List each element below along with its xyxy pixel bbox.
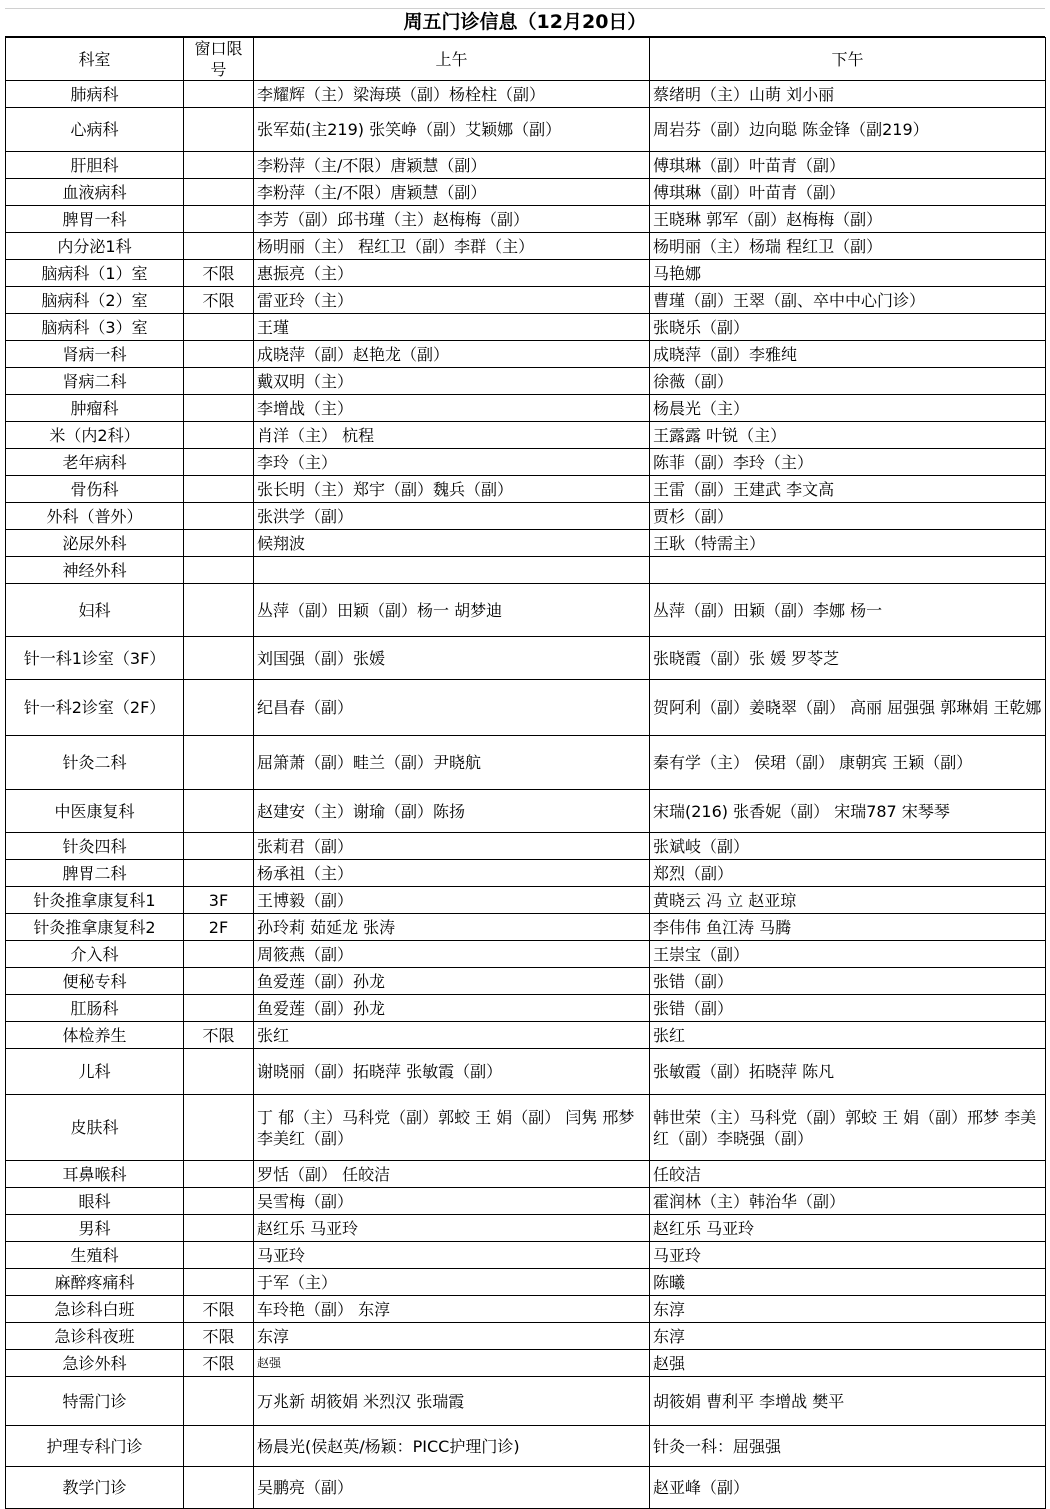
cell-dept: 泌尿外科 (6, 530, 184, 557)
cell-dept: 肺病科 (6, 81, 184, 108)
table-row (6, 995, 1046, 1022)
table-row (6, 395, 1046, 422)
cell-dept: 脾胃一科 (6, 206, 184, 233)
cell-dept: 老年病科 (6, 449, 184, 476)
table-row (6, 81, 1046, 108)
cell-am: 李粉萍（主/不限）唐颖慧（副） (254, 179, 650, 206)
table-row (6, 790, 1046, 833)
cell-limit (184, 584, 254, 637)
cell-pm: 杨晨光（主） (650, 395, 1046, 422)
cell-am: 成晓萍（副）赵艳龙（副） (254, 341, 650, 368)
cell-pm: 张斌岐（副） (650, 833, 1046, 860)
cell-limit (184, 449, 254, 476)
table-row (6, 1467, 1046, 1509)
cell-limit (184, 476, 254, 503)
cell-dept: 米（内2科） (6, 422, 184, 449)
cell-dept: 生殖科 (6, 1242, 184, 1269)
cell-pm: 赵红乐 马亚玲 (650, 1215, 1046, 1242)
cell-dept: 皮肤科 (6, 1095, 184, 1161)
table-row (6, 1350, 1046, 1377)
cell-am: 罗恬（副） 任皎洁 (254, 1161, 650, 1188)
table-row (6, 1215, 1046, 1242)
cell-pm: 秦有学（主） 侯珺（副） 康朝宾 王颖（副） (650, 736, 1046, 790)
cell-limit (184, 1269, 254, 1296)
cell-limit: 不限 (184, 1296, 254, 1323)
cell-am: 雷亚玲（主） (254, 287, 650, 314)
cell-pm: 东淳 (650, 1296, 1046, 1323)
cell-pm: 李伟伟 鱼江涛 马腾 (650, 914, 1046, 941)
cell-limit: 不限 (184, 1022, 254, 1049)
header-dept: 科室 (6, 38, 184, 81)
table-row (6, 503, 1046, 530)
cell-dept: 男科 (6, 1215, 184, 1242)
cell-dept: 妇科 (6, 584, 184, 637)
cell-limit (184, 206, 254, 233)
cell-am: 李芳（副）邱书瑾（主）赵梅梅（副） (254, 206, 650, 233)
cell-am: 王瑾 (254, 314, 650, 341)
cell-pm: 东淳 (650, 1323, 1046, 1350)
cell-am: 马亚玲 (254, 1242, 650, 1269)
cell-dept: 麻醉疼痛科 (6, 1269, 184, 1296)
cell-pm: 张错（副） (650, 968, 1046, 995)
cell-am: 于军（主） (254, 1269, 650, 1296)
cell-am (254, 557, 650, 584)
cell-dept: 外科（普外） (6, 503, 184, 530)
table-row (6, 108, 1046, 152)
cell-pm: 胡筱娟 曹利平 李增战 樊平 (650, 1377, 1046, 1426)
cell-dept: 神经外科 (6, 557, 184, 584)
table-row (6, 1296, 1046, 1323)
table-row (6, 287, 1046, 314)
table-row (6, 833, 1046, 860)
cell-limit (184, 1426, 254, 1467)
cell-dept: 针灸推拿康复科1 (6, 887, 184, 914)
cell-pm: 王耿（特需主） (650, 530, 1046, 557)
cell-limit (184, 179, 254, 206)
cell-am: 吴鹏亮（副） (254, 1467, 650, 1509)
cell-pm: 傅琪琳（副）叶苗青（副） (650, 179, 1046, 206)
table-row (6, 637, 1046, 680)
cell-am: 孙玲莉 茹延龙 张涛 (254, 914, 650, 941)
cell-am: 鱼爱莲（副）孙龙 (254, 968, 650, 995)
table-row (6, 914, 1046, 941)
cell-am: 张红 (254, 1022, 650, 1049)
cell-pm: 张错（副） (650, 995, 1046, 1022)
table-row (6, 1323, 1046, 1350)
cell-limit (184, 968, 254, 995)
cell-dept: 针一科2诊室（2F） (6, 680, 184, 736)
table-body (6, 81, 1046, 1509)
cell-am: 杨明丽（主） 程红卫（副）李群（主） (254, 233, 650, 260)
cell-dept: 脑病科（1）室 (6, 260, 184, 287)
cell-dept: 脾胃二科 (6, 860, 184, 887)
cell-am: 丛萍（副）田颖（副）杨一 胡梦迪 (254, 584, 650, 637)
cell-limit (184, 941, 254, 968)
cell-am: 杨承祖（主） (254, 860, 650, 887)
cell-dept: 心病科 (6, 108, 184, 152)
cell-am: 王博毅（副） (254, 887, 650, 914)
cell-dept: 针一科1诊室（3F） (6, 637, 184, 680)
cell-limit (184, 1215, 254, 1242)
table-row (6, 680, 1046, 736)
table-row (6, 557, 1046, 584)
cell-am: 屈箫萧（副）畦兰（副）尹晓航 (254, 736, 650, 790)
cell-pm: 宋瑞(216) 张香妮（副） 宋瑞787 宋琴琴 (650, 790, 1046, 833)
cell-limit (184, 860, 254, 887)
cell-dept: 眼科 (6, 1188, 184, 1215)
cell-am: 吴雪梅（副） (254, 1188, 650, 1215)
cell-pm: 韩世荣（主）马科党（副）郭蛟 王 娟（副）邢梦 李美红（副）李晓强（副） (650, 1095, 1046, 1161)
cell-limit (184, 233, 254, 260)
table-row (6, 260, 1046, 287)
table-row (6, 152, 1046, 179)
cell-pm: 霍润林（主）韩治华（副） (650, 1188, 1046, 1215)
cell-dept: 血液病科 (6, 179, 184, 206)
top-strip (5, 0, 1045, 9)
table-row (6, 368, 1046, 395)
cell-am: 车玲艳（副） 东淳 (254, 1296, 650, 1323)
cell-limit (184, 736, 254, 790)
cell-pm: 成晓萍（副）李雅纯 (650, 341, 1046, 368)
cell-pm: 针灸一科：屈强强 (650, 1426, 1046, 1467)
cell-dept: 内分泌1科 (6, 233, 184, 260)
cell-pm: 郑烈（副） (650, 860, 1046, 887)
cell-am: 谢晓丽（副）拓晓萍 张敏霞（副） (254, 1049, 650, 1095)
cell-am: 张军茹(主219) 张笑峥（副）艾颖娜（副） (254, 108, 650, 152)
table-row (6, 1022, 1046, 1049)
cell-am: 戴双明（主） (254, 368, 650, 395)
cell-limit (184, 637, 254, 680)
cell-am: 张长明（主）郑宇（副）魏兵（副） (254, 476, 650, 503)
cell-am: 候翔波 (254, 530, 650, 557)
cell-limit (184, 557, 254, 584)
cell-limit (184, 395, 254, 422)
cell-dept: 骨伤科 (6, 476, 184, 503)
cell-dept: 便秘专科 (6, 968, 184, 995)
cell-limit: 不限 (184, 1350, 254, 1377)
cell-am: 张莉君（副） (254, 833, 650, 860)
cell-pm: 王晓琳 郭军（副）赵梅梅（副） (650, 206, 1046, 233)
cell-dept: 儿科 (6, 1049, 184, 1095)
clinic-table (5, 37, 1046, 1509)
cell-limit (184, 1467, 254, 1509)
cell-am: 惠振亮（主） (254, 260, 650, 287)
cell-dept: 特需门诊 (6, 1377, 184, 1426)
cell-pm: 马亚玲 (650, 1242, 1046, 1269)
cell-dept: 护理专科门诊 (6, 1426, 184, 1467)
cell-limit: 2F (184, 914, 254, 941)
cell-pm: 黄晓云 冯 立 赵亚琼 (650, 887, 1046, 914)
cell-pm: 王露露 叶锐（主） (650, 422, 1046, 449)
cell-pm: 王雷（副）王建武 李文高 (650, 476, 1046, 503)
cell-pm: 陈曦 (650, 1269, 1046, 1296)
cell-pm: 赵强 (650, 1350, 1046, 1377)
table-row (6, 206, 1046, 233)
table-row (6, 422, 1046, 449)
cell-am: 周筱燕（副） (254, 941, 650, 968)
cell-limit (184, 1161, 254, 1188)
schedule-sheet (5, 0, 1045, 1509)
cell-pm: 贺阿利（副）姜晓翠（副） 高丽 屈强强 郭琳娟 王乾娜 (650, 680, 1046, 736)
cell-pm: 丛萍（副）田颖（副）李娜 杨一 (650, 584, 1046, 637)
cell-pm: 贾杉（副） (650, 503, 1046, 530)
table-row (6, 1095, 1046, 1161)
table-row (6, 941, 1046, 968)
table-row (6, 314, 1046, 341)
cell-dept: 急诊科白班 (6, 1296, 184, 1323)
cell-limit (184, 108, 254, 152)
cell-limit (184, 341, 254, 368)
header-am: 上午 (254, 38, 650, 81)
cell-pm: 张晓乐（副） (650, 314, 1046, 341)
table-row (6, 1242, 1046, 1269)
cell-am: 李粉萍（主/不限）唐颖慧（副） (254, 152, 650, 179)
cell-am: 张洪学（副） (254, 503, 650, 530)
cell-limit: 不限 (184, 287, 254, 314)
page-title: 周五门诊信息（12月20日） (5, 9, 1045, 37)
cell-pm: 曹瑾（副）王翠（副、卒中中心门诊） (650, 287, 1046, 314)
cell-pm: 张红 (650, 1022, 1046, 1049)
header-limit: 窗口限号 (184, 38, 254, 81)
cell-limit (184, 1188, 254, 1215)
cell-dept: 介入科 (6, 941, 184, 968)
cell-dept: 针灸二科 (6, 736, 184, 790)
cell-dept: 肛肠科 (6, 995, 184, 1022)
cell-limit (184, 680, 254, 736)
cell-dept: 针灸四科 (6, 833, 184, 860)
cell-pm: 张敏霞（副）拓晓萍 陈凡 (650, 1049, 1046, 1095)
table-row (6, 233, 1046, 260)
cell-pm: 徐薇（副） (650, 368, 1046, 395)
table-row (6, 1269, 1046, 1296)
cell-limit (184, 1095, 254, 1161)
table-row (6, 1426, 1046, 1467)
cell-limit (184, 314, 254, 341)
table-row (6, 1377, 1046, 1426)
cell-am: 赵强 (254, 1350, 650, 1377)
cell-limit (184, 1377, 254, 1426)
cell-pm: 张晓霞（副）张 媛 罗苓芝 (650, 637, 1046, 680)
cell-pm: 傅琪琳（副）叶苗青（副） (650, 152, 1046, 179)
table-row (6, 584, 1046, 637)
cell-pm: 蔡绪明（主）山萌 刘小丽 (650, 81, 1046, 108)
cell-dept: 肾病一科 (6, 341, 184, 368)
table-row (6, 341, 1046, 368)
table-row (6, 736, 1046, 790)
cell-limit (184, 368, 254, 395)
cell-dept: 耳鼻喉科 (6, 1161, 184, 1188)
cell-limit (184, 503, 254, 530)
header-row (6, 38, 1046, 81)
cell-limit (184, 1049, 254, 1095)
cell-dept: 脑病科（3）室 (6, 314, 184, 341)
cell-am: 东淳 (254, 1323, 650, 1350)
cell-limit (184, 422, 254, 449)
cell-limit (184, 1242, 254, 1269)
cell-pm: 赵亚峰（副） (650, 1467, 1046, 1509)
table-row (6, 1049, 1046, 1095)
table-row (6, 530, 1046, 557)
cell-am: 万兆新 胡筱娟 米烈汉 张瑞霞 (254, 1377, 650, 1426)
cell-limit: 不限 (184, 1323, 254, 1350)
cell-am: 肖洋（主） 杭程 (254, 422, 650, 449)
cell-dept: 肾病二科 (6, 368, 184, 395)
table-row (6, 179, 1046, 206)
table-row (6, 1188, 1046, 1215)
cell-dept: 教学门诊 (6, 1467, 184, 1509)
table-row (6, 1161, 1046, 1188)
cell-am: 鱼爱莲（副）孙龙 (254, 995, 650, 1022)
cell-pm: 任皎洁 (650, 1161, 1046, 1188)
cell-am: 纪昌春（副） (254, 680, 650, 736)
cell-pm: 周岩芬（副）边向聪 陈金锋（副219） (650, 108, 1046, 152)
cell-limit (184, 81, 254, 108)
cell-am: 赵红乐 马亚玲 (254, 1215, 650, 1242)
cell-limit (184, 152, 254, 179)
cell-pm: 马艳娜 (650, 260, 1046, 287)
cell-dept: 脑病科（2）室 (6, 287, 184, 314)
cell-limit (184, 790, 254, 833)
cell-am: 赵建安（主）谢瑜（副）陈扬 (254, 790, 650, 833)
cell-dept: 针灸推拿康复科2 (6, 914, 184, 941)
cell-am: 李耀辉（主）梁海瑛（副）杨栓柱（副） (254, 81, 650, 108)
cell-dept: 体检养生 (6, 1022, 184, 1049)
cell-am: 刘国强（副）张媛 (254, 637, 650, 680)
cell-pm: 陈菲（副）李玲（主） (650, 449, 1046, 476)
table-row (6, 476, 1046, 503)
cell-am: 丁 郁（主）马科党（副）郭蛟 王 娟（副） 闫隽 邢梦 李美红（副） (254, 1095, 650, 1161)
cell-am: 李增战（主） (254, 395, 650, 422)
cell-limit (184, 530, 254, 557)
table-row (6, 887, 1046, 914)
cell-limit (184, 833, 254, 860)
cell-pm (650, 557, 1046, 584)
cell-limit: 3F (184, 887, 254, 914)
table-row (6, 860, 1046, 887)
cell-am: 杨晨光(侯赵英/杨颖：PICC护理门诊) (254, 1426, 650, 1467)
cell-pm: 杨明丽（主）杨瑞 程红卫（副） (650, 233, 1046, 260)
table-row (6, 968, 1046, 995)
cell-dept: 急诊外科 (6, 1350, 184, 1377)
cell-dept: 急诊科夜班 (6, 1323, 184, 1350)
cell-pm: 王崇宝（副） (650, 941, 1046, 968)
cell-am: 李玲（主） (254, 449, 650, 476)
header-pm: 下午 (650, 38, 1046, 81)
cell-limit: 不限 (184, 260, 254, 287)
table-row (6, 449, 1046, 476)
cell-limit (184, 995, 254, 1022)
cell-dept: 肿瘤科 (6, 395, 184, 422)
cell-dept: 肝胆科 (6, 152, 184, 179)
cell-dept: 中医康复科 (6, 790, 184, 833)
